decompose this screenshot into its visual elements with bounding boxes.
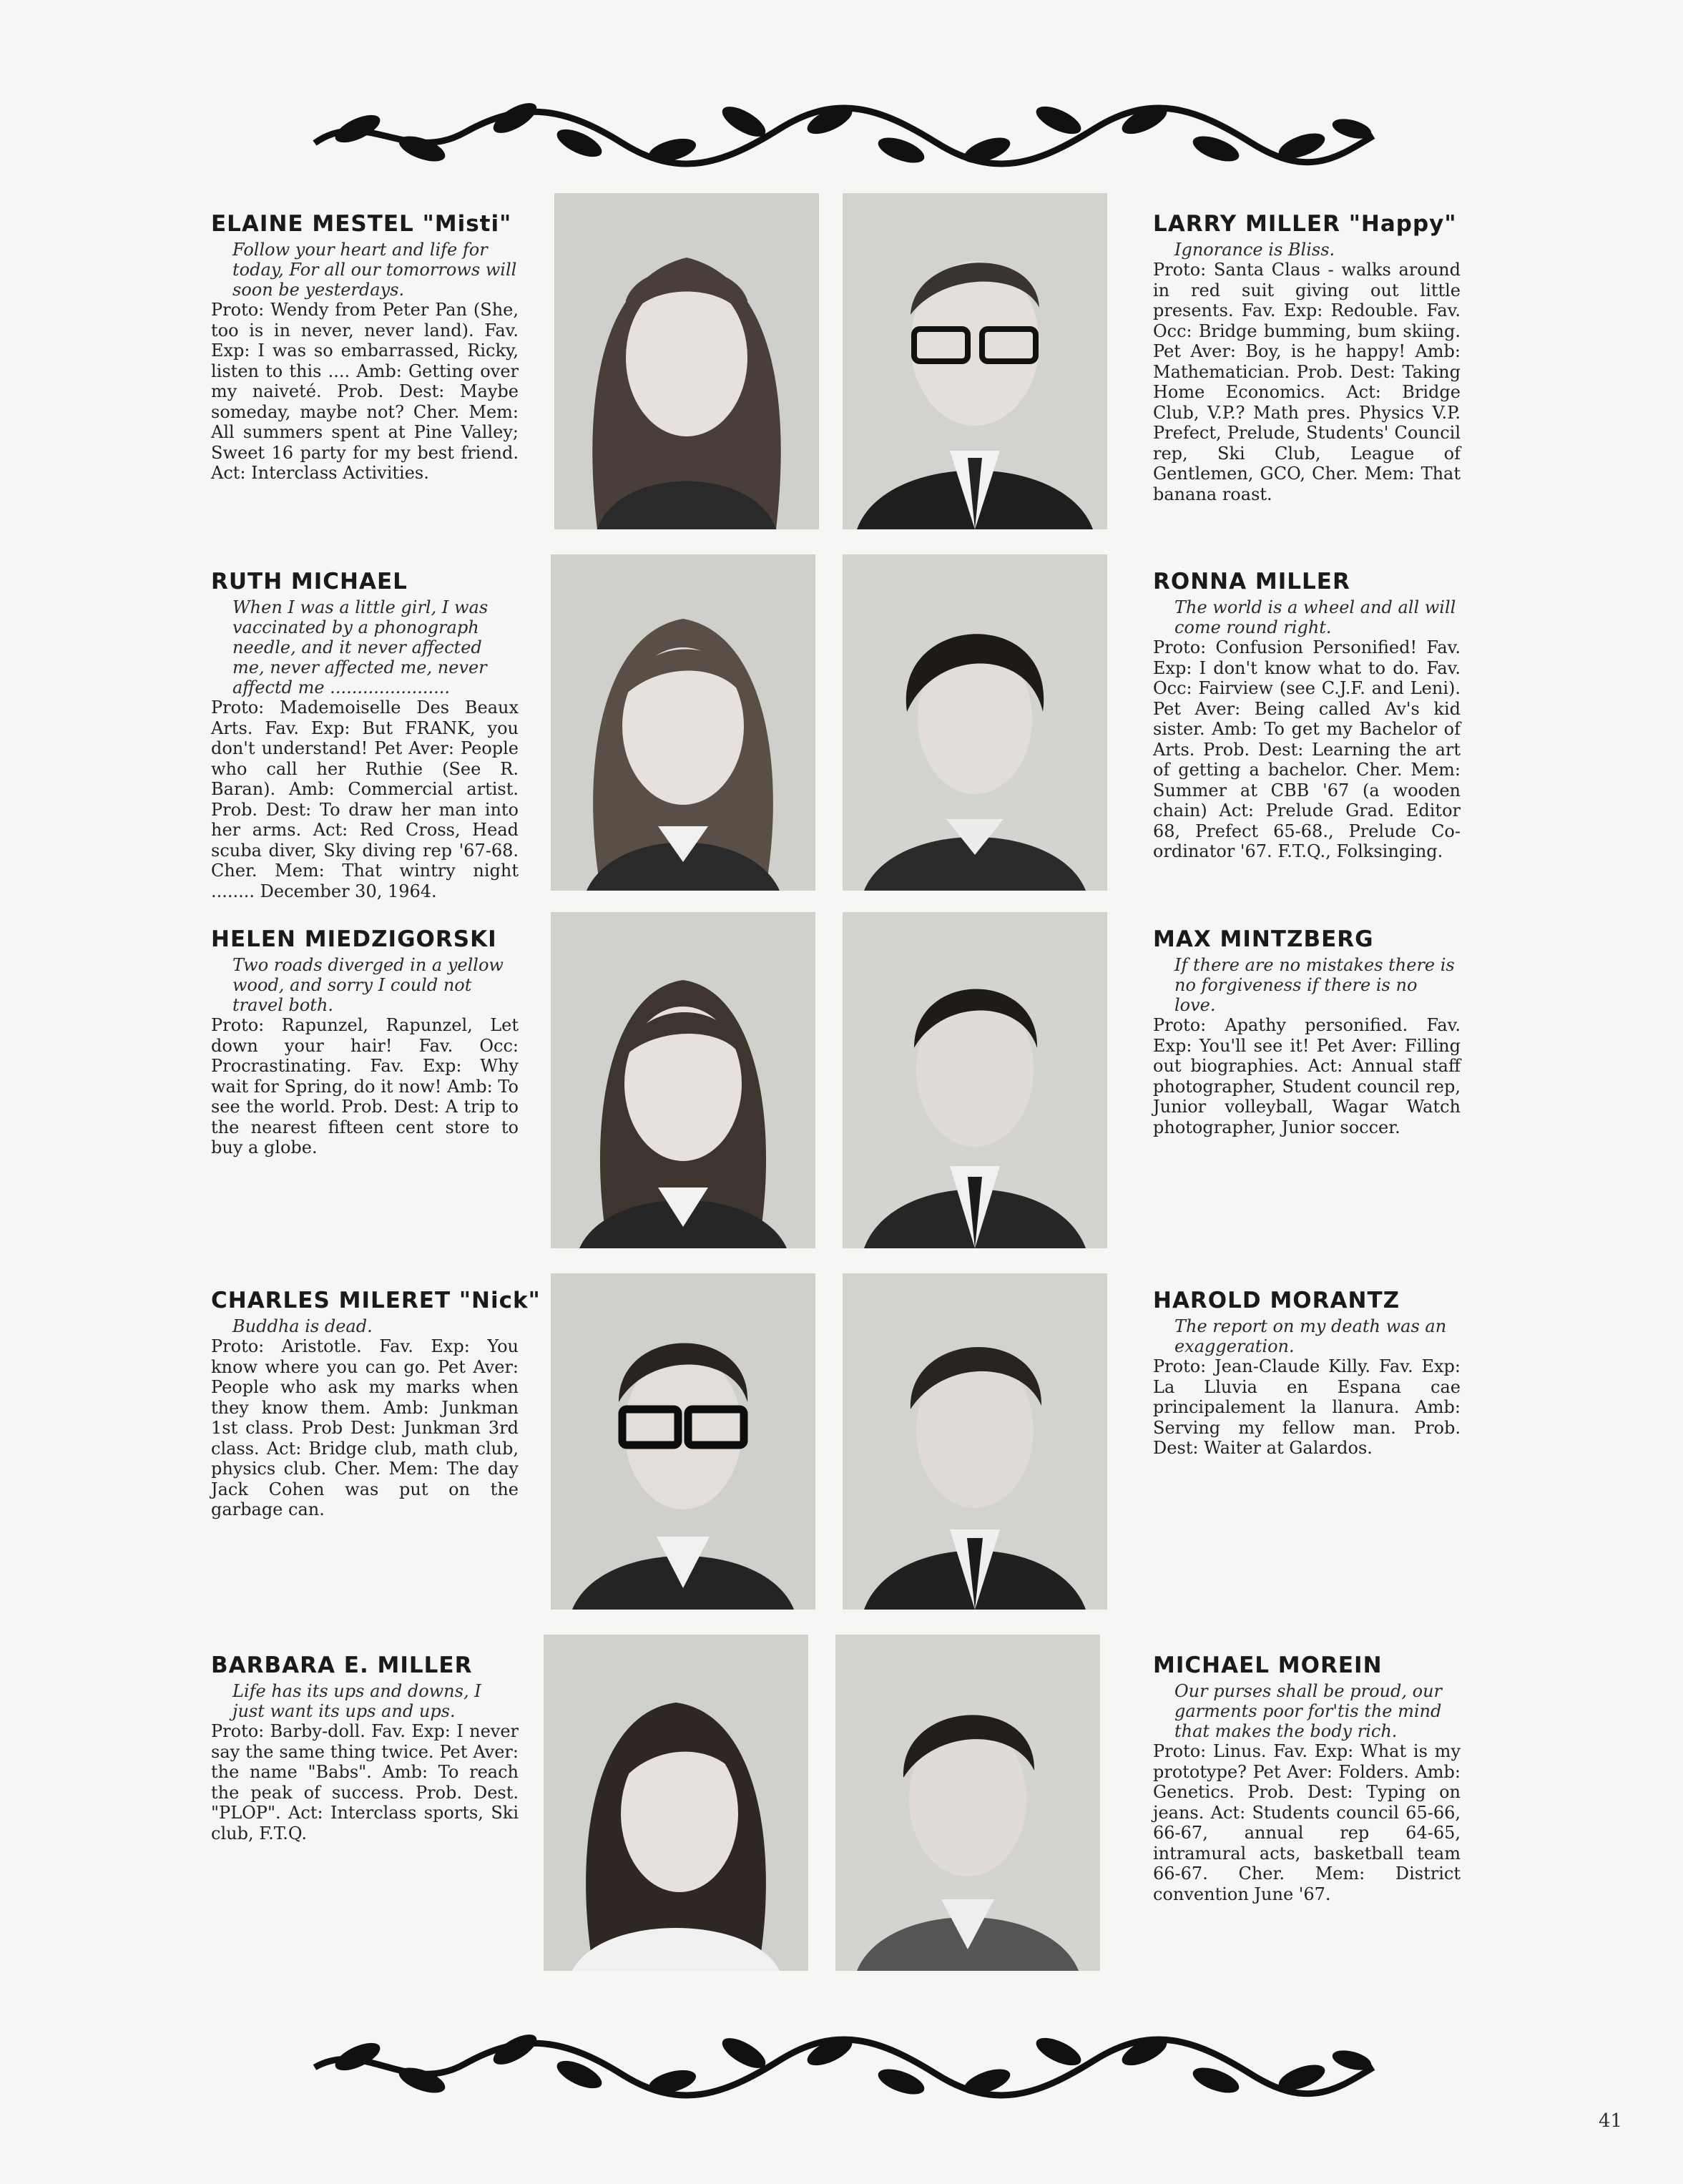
student-photo-max-mintzberg bbox=[843, 912, 1107, 1248]
student-photo-michael-morein bbox=[835, 1635, 1100, 1971]
student-name: ELAINE MESTEL "Misti" bbox=[211, 211, 512, 237]
student-name: MICHAEL MOREIN bbox=[1153, 1652, 1383, 1678]
student-entry-max-mintzberg bbox=[1153, 926, 1461, 1137]
student-entry-barbara-miller bbox=[211, 1652, 519, 1843]
student-quote: Buddha is dead. bbox=[232, 1316, 373, 1336]
student-quote: Our purses shall be proud, our garments poor for'tis the mind that makes the body rich. bbox=[1174, 1681, 1442, 1741]
student-bio: Proto: Jean-Claude Killy. Fav. Exp: La Lluvia en Espana cae principalement la llanura. Amb: Serving my fellow man. Prob. Dest: Waiter at Galardos. bbox=[1153, 1356, 1461, 1458]
student-bio: Proto: Wendy from Peter Pan (She, too is in never, never land). Fav. Exp: I was so embarrassed, Ricky, listen to this .... Amb: Getting over my naiveté. Prob. Dest: Maybe someday, maybe not? Cher. Mem: All summers spent at Pine Valley; Sweet 16 party for my best friend. Act: Interclass Activities. bbox=[211, 300, 519, 483]
student-quote: Ignorance is Bliss. bbox=[1174, 240, 1335, 260]
vine-border-top bbox=[308, 93, 1380, 172]
student-entry-harold-morantz bbox=[1153, 1288, 1461, 1459]
student-photo-larry-miller bbox=[843, 193, 1107, 529]
student-name: MAX MINTZBERG bbox=[1153, 926, 1374, 952]
student-photo-ronna-miller bbox=[843, 554, 1107, 891]
student-entry-ruth-michael bbox=[211, 569, 519, 901]
student-entry-ronna-miller bbox=[1153, 569, 1461, 862]
student-quote: The report on my death was an exaggeration. bbox=[1174, 1316, 1447, 1356]
student-bio: Proto: Aristotle. Fav. Exp: You know where you can go. Pet Aver: People who ask my marks when they know them. Amb: Junkman 1st class. Prob Dest: Junkman 3rd class. Act: Bridge club, math club, physics club. Cher. Mem: The day Jack Cohen was put on the garbage can. bbox=[211, 1336, 519, 1519]
student-photo-helen-miedzigorski bbox=[551, 912, 815, 1248]
student-entry-helen-miedzigorski bbox=[211, 926, 519, 1158]
student-bio: Proto: Confusion Personified! Fav. Exp: I don't know what to do. Fav. Occ: Fairview (see C.J.F. and Leni). Pet Aver: Being called Av's kid sister. Amb: To get my Bachelor of Arts. Prob. Dest: Learning the art of getting a bachelor. Cher. Mem: Summer at CBB '67 (a wooden chain) Act: Prelude Grad. Editor 68, Prefect 65-68., Prelude Co-ordinator '67. F.T.Q., Folksinging. bbox=[1153, 637, 1461, 861]
student-bio: Proto: Apathy personified. Fav. Exp: You'll see it! Pet Aver: Filling out biographies. Act: Annual staff photographer, Student council rep, Junior volleyball, Wagar Watch photographer, Junior soccer. bbox=[1153, 1015, 1461, 1137]
student-quote: If there are no mistakes there is no forgiveness if there is no love. bbox=[1174, 955, 1455, 1015]
student-quote: When I was a little girl, I was vaccinated by a phonograph needle, and it never affected me, never affected me, never affectd me ...................... bbox=[232, 597, 489, 697]
vine-border-bottom bbox=[308, 2024, 1380, 2103]
student-quote: Life has its ups and downs, I just want its ups and ups. bbox=[232, 1681, 481, 1721]
student-photo-harold-morantz bbox=[843, 1273, 1107, 1610]
student-photo-ruth-michael bbox=[551, 554, 815, 891]
student-name: HELEN MIEDZIGORSKI bbox=[211, 926, 497, 952]
student-bio: Proto: Barby-doll. Fav. Exp: I never say the same thing twice. Pet Aver: the name "Babs". Amb: To reach the peak of success. Prob. Dest. "PLOP". Act: Interclass sports, Ski club, F.T.Q. bbox=[211, 1721, 519, 1843]
student-entry-charles-mileret bbox=[211, 1288, 541, 1520]
student-name: BARBARA E. MILLER bbox=[211, 1652, 473, 1678]
student-entry-michael-morein bbox=[1153, 1652, 1461, 1904]
student-name: HAROLD MORANTZ bbox=[1153, 1288, 1400, 1313]
student-quote: Follow your heart and life for today, For all our tomorrows will soon be yesterdays. bbox=[232, 240, 517, 300]
student-name: RONNA MILLER bbox=[1153, 569, 1350, 594]
student-entry-larry-miller bbox=[1153, 211, 1461, 504]
student-bio: Proto: Rapunzel, Rapunzel, Let down your hair! Fav. Occ: Procrastinating. Fav. Exp: Why wait for Spring, do it now! Amb: To see the world. Prob. Dest: A trip to the nearest fifteen cent store to buy a globe. bbox=[211, 1015, 519, 1157]
student-quote: The world is a wheel and all will come round right. bbox=[1174, 597, 1456, 637]
student-bio: Proto: Linus. Fav. Exp: What is my prototype? Pet Aver: Folders. Amb: Genetics. Prob. Dest: Typing on jeans. Act: Students council 65-66, 66-67, annual rep 64-65, intramural acts, basketball team 66-67. Cher. Mem: District convention June '67. bbox=[1153, 1741, 1461, 1904]
student-photo-elaine-mestel bbox=[554, 193, 819, 529]
student-name: RUTH MICHAEL bbox=[211, 569, 408, 594]
page-number: 41 bbox=[1599, 2110, 1623, 2132]
student-entry-elaine-mestel bbox=[211, 211, 519, 484]
student-bio: Proto: Santa Claus - walks around in red suit giving out little presents. Fav. Exp: Redouble. Fav. Occ: Bridge bumming, bum skiing. Pet Aver: Boy, is he happy! Amb: Mathematician. Prob. Dest: Taking Home Economics. Act: Bridge Club, V.P.? Math pres. Physics V.P. Prefect, Prelude, Students' Council rep, Ski Club, League of Gentlemen, GCO, Cher. Mem: That banana roast. bbox=[1153, 260, 1461, 504]
student-photo-barbara-miller bbox=[544, 1635, 808, 1971]
student-name: CHARLES MILERET "Nick" bbox=[211, 1288, 541, 1313]
student-quote: Two roads diverged in a yellow wood, and sorry I could not travel both. bbox=[232, 955, 504, 1015]
student-bio: Proto: Mademoiselle Des Beaux Arts. Fav. Exp: But FRANK, you don't understand! Pet Aver: People who call her Ruthie (See R. Baran). Amb: Commercial artist. Prob. Dest: To draw her man into her arms. Act: Red Cross, Head scuba diver, Sky diving rep '67-68. Cher. Mem: That wintry night ........ December 30, 1964. bbox=[211, 697, 519, 901]
student-name: LARRY MILLER "Happy" bbox=[1153, 211, 1457, 237]
student-photo-charles-mileret bbox=[551, 1273, 815, 1610]
